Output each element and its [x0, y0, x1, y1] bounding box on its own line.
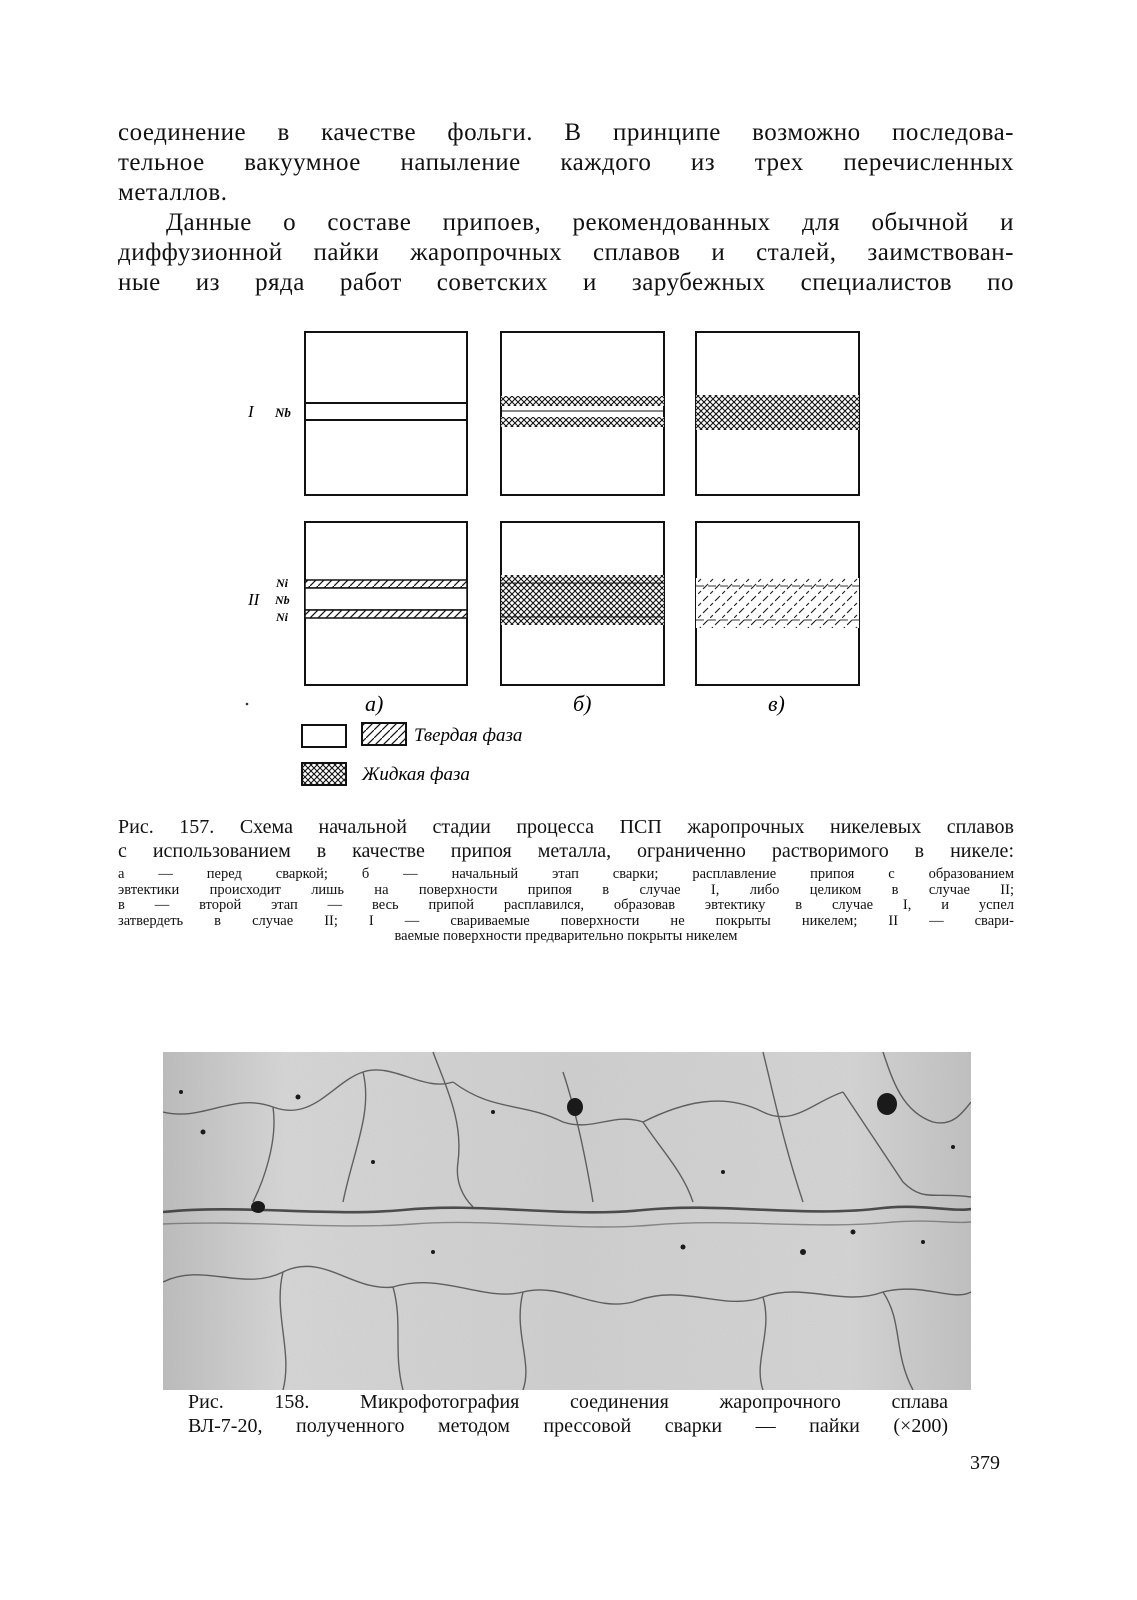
- column-label-b: б): [573, 691, 592, 716]
- figure-158-micrograph: [163, 1052, 971, 1390]
- row-label-2: II: [248, 590, 260, 609]
- layer-label-ni-bottom: Ni: [276, 610, 288, 624]
- layer-liquid-top: [501, 396, 664, 406]
- caption-detail-line: затвердеть в случае II; I — свариваемые поверхности не покрыты никелем; II — свари-: [118, 912, 1014, 929]
- text-line: соединение в качестве фольги. В принципе возможно последова-: [118, 119, 1014, 146]
- caption-line: с использованием в качестве припоя металла, ограниченно растворимого в никеле:: [118, 840, 1014, 862]
- figure-157-caption: [118, 815, 1014, 945]
- layer-label-ni-top: Ni: [276, 576, 288, 590]
- layer-liquid-bottom: [501, 417, 664, 427]
- legend-swatch-liquid: [302, 763, 346, 785]
- legend-solid-label: Твердая фаза: [414, 725, 523, 746]
- text-line: тельное вакуумное напыление каждого из трех перечисленных: [118, 149, 1014, 176]
- figure-157-diagram: [230, 330, 880, 800]
- text-line: ные из ряда работ советских и зарубежных специалистов по: [118, 269, 1014, 296]
- legend-liquid-label: Жидкая фаза: [362, 764, 470, 785]
- caption-line: Рис. 158. Микрофотография соединения жаропрочного сплава: [188, 1391, 948, 1413]
- layer-label-nb: Nb: [275, 405, 291, 420]
- paragraph-2: [118, 208, 1014, 298]
- caption-line: ВЛ-7-20, полученного методом прессовой сварки — пайки (×200): [188, 1415, 948, 1437]
- caption-detail-line: эвтектики происходит лишь на поверхности припоя в случае I, либо целиком в случае II;: [118, 881, 1014, 898]
- row-1-boxes: [305, 332, 859, 495]
- layer-nb-middle: [305, 588, 467, 610]
- column-label-a: а): [365, 691, 384, 716]
- row-2-boxes: [305, 522, 859, 685]
- caption-detail-line: ваемые поверхности предварительно покрыты никелем: [394, 928, 738, 944]
- text-line: диффузионной пайки жаропрочных сплавов и сталей, заимствован-: [118, 239, 1014, 266]
- text-line: Данные о составе припоев, рекомендованных для обычной и: [166, 209, 1014, 236]
- column-label-c: в): [768, 691, 785, 716]
- page-number: 379: [970, 1452, 1000, 1474]
- layer-ni-top: [305, 580, 467, 588]
- box-row1-col-b: [501, 332, 664, 495]
- caption-detail-line: а — перед сваркой; б — начальный этап сварки; расплавление припоя с образованием: [118, 866, 1014, 882]
- row-label-1: I: [248, 402, 254, 421]
- paragraph-1: [118, 118, 1014, 208]
- text-line: металлов.: [118, 179, 228, 206]
- figure-158-caption: [188, 1390, 948, 1438]
- caption-line: Рис. 157. Схема начальной стадии процесса ПСП жаропрочных никелевых сплавов: [118, 816, 1014, 838]
- legend: [302, 723, 522, 785]
- legend-swatch-solid: [362, 723, 406, 745]
- layer-ni-bottom: [305, 610, 467, 618]
- layer-liquid-full: [696, 395, 859, 430]
- caption-detail-line: в — второй этап — весь припой расплавился, образовав эвтектику в случае I, и успел: [118, 897, 1014, 913]
- layer-nb-solid: [305, 403, 467, 420]
- layer-label-nb-middle: Nb: [275, 593, 290, 607]
- legend-swatch-empty: [302, 725, 346, 747]
